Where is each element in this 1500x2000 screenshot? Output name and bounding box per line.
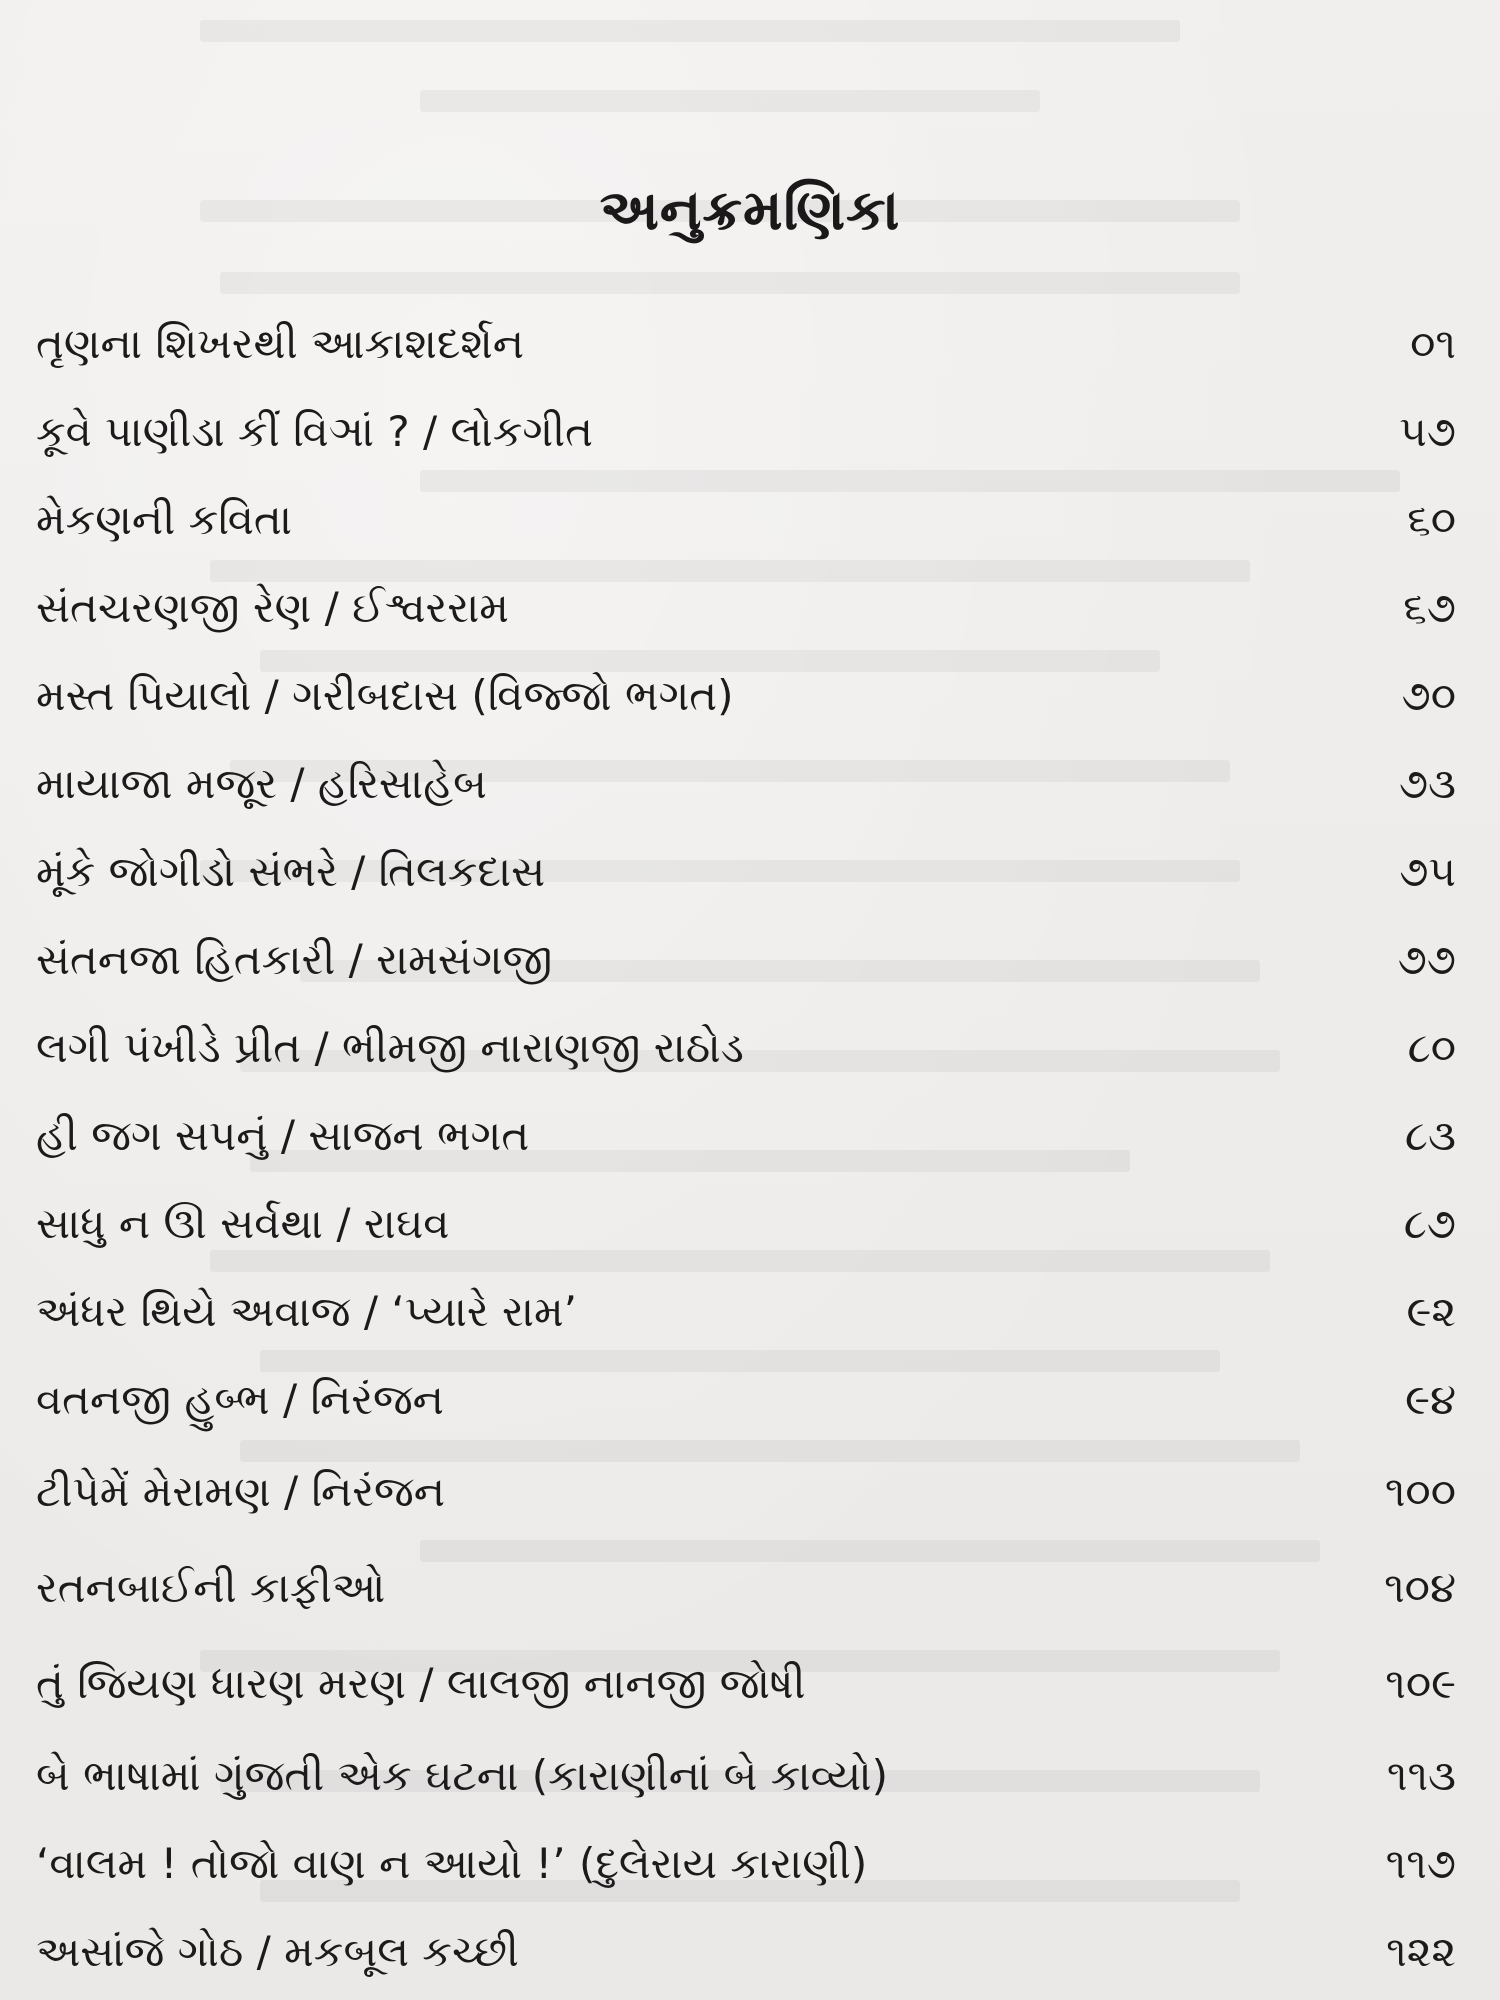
toc-entry-page: ૫૭ (1399, 407, 1456, 456)
toc-entry-page: ૧૦૪ (1384, 1563, 1456, 1612)
toc-entry-page: ૦૧ (1410, 319, 1456, 368)
toc-entry (36, 1092, 1456, 1180)
toc-entry-title: અંધર થિયે અવાજ / ‘પ્યારે રામ’ (36, 1287, 578, 1336)
toc-entry (36, 916, 1456, 1004)
toc-entry (36, 388, 1456, 476)
toc-entry-page: ૧૨૨ (1386, 1927, 1456, 1976)
toc-entry (36, 1268, 1456, 1356)
toc-entry-title: સંતચરણજી રેણ / ઈશ્વરરામ (36, 583, 509, 632)
toc-entry-page: ૭૫ (1399, 847, 1456, 896)
toc-entry-page: ૬૦ (1407, 495, 1456, 544)
toc-entry (36, 1004, 1456, 1092)
toc-entry (36, 1908, 1456, 1996)
toc-entry-page: ૮૦ (1407, 1023, 1456, 1072)
toc-entry-page: ૭૦ (1401, 671, 1456, 720)
toc-entry (36, 1820, 1456, 1908)
toc-entry (36, 1636, 1456, 1732)
show-through-line (220, 272, 1240, 294)
toc-entry-title: માયાજા મજૂર / હરિસાહેબ (36, 759, 487, 808)
toc-entry (36, 300, 1456, 388)
page-title: અનુક્રમણિકા (599, 177, 901, 243)
toc-entry-page: ૯૨ (1406, 1287, 1456, 1336)
toc-entry-page: ૮૩ (1404, 1111, 1456, 1160)
toc-entry-title: ટીપેમેં મેરામણ / નિરંજન (36, 1467, 446, 1516)
toc-entry-title: બે ભાષામાં ગુંજતી એક ઘટના (કારાણીનાં બે કાવ્યો) (36, 1751, 889, 1800)
toc-entry-title: કૂવે પાણીડા કીં વિઞાં ? / લોકગીત (36, 407, 593, 456)
toc-entry-title: મૂંકે જોગીડો સંભરે / તિલકદાસ (36, 847, 546, 896)
toc-entry (36, 1356, 1456, 1444)
toc-entry (36, 1180, 1456, 1268)
toc-entry-page: ૬૭ (1403, 583, 1456, 632)
toc-entry-title: રતનબાઈની કાફીઓ (36, 1563, 386, 1612)
toc-entry-title: સાધુ ન ઊ સર્વથા / રાઘવ (36, 1199, 450, 1248)
toc-entry-title: હી જગ સપનું / સાજન ભગત (36, 1111, 530, 1160)
toc-entry-page: ૧૧૭ (1385, 1839, 1456, 1888)
toc-entry-title: સંતનજા હિતકારી / રામસંગજી (36, 935, 553, 984)
toc-entry (36, 476, 1456, 564)
toc-entry-title: ‘વાલમ ! તોજો વાણ ન આયો !’ (દુલેરાય કારાણી) (36, 1839, 868, 1888)
toc-entry-page: ૯૪ (1405, 1375, 1456, 1424)
show-through-line (200, 20, 1180, 42)
table-of-contents (36, 300, 1456, 1996)
toc-entry (36, 652, 1456, 740)
toc-entry-title: વતનજી હુબ્ભ / નિરંજન (36, 1375, 444, 1424)
toc-entry (36, 1444, 1456, 1540)
toc-entry (36, 1540, 1456, 1636)
toc-entry (36, 740, 1456, 828)
toc-entry-page: ૧૧૩ (1386, 1751, 1456, 1800)
toc-entry-page: ૧૦૯ (1385, 1659, 1456, 1708)
toc-entry-title: તું જિયણ ધારણ મરણ / લાલજી નાનજી જોષી (36, 1659, 806, 1708)
toc-entry-title: મેકણની કવિતા (36, 495, 293, 544)
toc-entry (36, 564, 1456, 652)
toc-entry-page: ૧૦૦ (1384, 1467, 1456, 1516)
toc-entry-title: મસ્ત પિયાલો / ગરીબદાસ (વિજ્જો ભગત) (36, 671, 734, 720)
toc-entry-title: તૃણના શિખરથી આકાશદર્શન (36, 319, 524, 368)
toc-entry (36, 1732, 1456, 1820)
toc-entry-page: ૭૭ (1397, 935, 1456, 984)
toc-entry-page: ૭૩ (1398, 759, 1456, 808)
show-through-line (420, 90, 1040, 112)
toc-entry-page: ૮૭ (1403, 1199, 1456, 1248)
toc-entry-title: લગી પંખીડે પ્રીત / ભીમજી નારાણજી રાઠોડ (36, 1023, 744, 1072)
toc-entry (36, 828, 1456, 916)
toc-entry-title: અસાંજે ગોઠ / મકબૂલ કચ્છી (36, 1927, 519, 1976)
